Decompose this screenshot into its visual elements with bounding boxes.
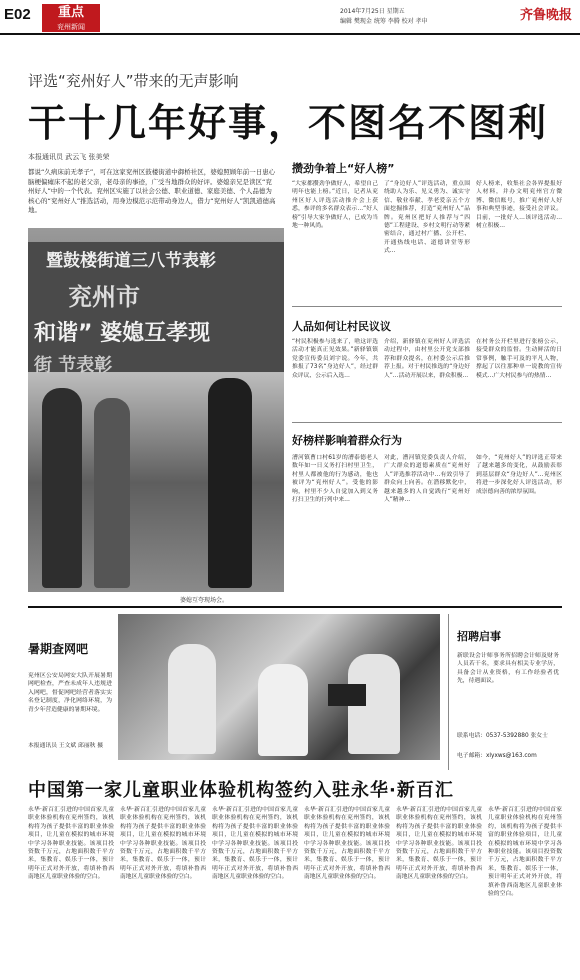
issue-date: 2014年7月25日 星期五 bbox=[340, 8, 405, 15]
story-lead: 都说“久病床前无孝子”，可在这家兖州区鼓楼街道中御桥社区，婆媳照顾年前一日患心脑梗偏瘫床不起的老父亲，老母亲的事迹，广受当地群众的好评。婆媳亲兄是读区“兖州好人”中的一个代表。兖州区实施了以社会公德、职业道德、家庭美德、个人品德为核心的“兖州好人”推选活动，用身边模范示范带动身边人，借力“兖州好人”凯凯道德高地。 bbox=[28, 168, 276, 214]
newspaper-masthead: 齐鲁晚报 bbox=[520, 8, 573, 23]
bottom-headline: 中国第一家儿童职业体验机构签约入驻永华·新百汇 bbox=[28, 780, 454, 801]
main-photo bbox=[28, 228, 284, 592]
article-column: “村民积极参与选来了，啥这评选活动才能真正见效果。”新驿镇镇党委宣传委员刘宇说。今年，共推报了73名“身边好人”，经过群众评议、公示后入选… bbox=[292, 339, 378, 379]
bottom-column: 永华·新百汇引进的中国首家儿童职业体验机构在兖州签约，该机构将为孩子提供丰富的职业体验项目，让儿童在模拟的城市环境中学习各种职业技能。该项目投资数千万元，占地面积数千平方米，集教育、娱乐于一体，预计明年正式对外开放，将填补鲁西南地区儿童职业体验的空白。 bbox=[120, 807, 206, 881]
person-figure bbox=[94, 398, 130, 588]
story-byline: 本报通讯员 武云飞 张美荣 bbox=[28, 153, 110, 161]
recruitment-email: 电子邮箱：xlyxws@163.com bbox=[457, 753, 537, 759]
person-figure bbox=[42, 388, 82, 588]
person-figure bbox=[208, 378, 252, 588]
photo-banner bbox=[28, 242, 284, 376]
bottom-column: 永华·新百汇引进的中国首家儿童职业体验机构在兖州签约，该机构将为孩子提供丰富的职业体验项目，让儿童在模拟的城市环境中学习各种职业技能。该项目投资数千万元，占地面积数千平方米，集教育、娱乐于一体，预计明年正式对外开放，将填补鲁西南地区儿童职业体验的空白。 bbox=[396, 807, 482, 881]
bottom-column: 永华·新百汇引进的中国首家儿童职业体验机构在兖州签约，该机构将为孩子提供丰富的职业体验项目，让儿童在模拟的城市环境中学习各种职业技能。该项目投资数千万元，占地面积数千平方米，集教育、娱乐于一体，预计明年正式对外开放，将填补鲁西南地区儿童职业体验的空白。 bbox=[28, 807, 114, 881]
section-title: 人品如何让村民议议 bbox=[292, 320, 391, 333]
banner-line-3: 和谐” 婆媳互孝现 bbox=[34, 321, 211, 346]
photo-caption: 婆媳互夸现场会。 bbox=[180, 597, 229, 604]
banner-line-4: 街 节表彰 bbox=[34, 355, 113, 376]
section-divider bbox=[292, 422, 562, 423]
section-divider bbox=[292, 306, 562, 307]
story-headline: 干十几年好事，不图名不图利 bbox=[28, 101, 549, 145]
recruitment-body: 新联设会计师事务所招聘会计师及财务人员若干名，要求具有相关专业学历，具备会计从业资格，有工作经验者优先，待遇面议。 bbox=[457, 653, 559, 685]
recruitment-box bbox=[448, 614, 563, 770]
section-tag: 重点 bbox=[42, 4, 100, 22]
bottom-column: 永华·新百汇引进的中国首家儿童职业体验机构在兖州签约，该机构将为孩子提供丰富的职业体验项目，让儿童在模拟的城市环境中学习各种职业技能。该项目投资数千万元，占地面积数千平方米，集教育、娱乐于一体，预计明年正式对外开放，将填补鲁西南地区儿童职业体验的空白。 bbox=[304, 807, 390, 881]
page-number: E02 bbox=[4, 6, 31, 23]
article-column: 好人榜来，收集社会各界提报好人材料，并办文明兖州官方微博、微信账号，推广兖州好人好事和典型事迹，接受社会评议。目前，一批好人…该评选活动…树立积极… bbox=[476, 181, 562, 230]
sidebar-body: 兖州区公安局网安大队开展暑期网吧检查，严查未成年人违规进入网吧，督促网吧经营者落实实名登记制度，净化网络环境，为青少年营造健康的暑期环境。 bbox=[28, 673, 112, 713]
article-column: 如今，“兖州好人”的评选正带来了越来越多的变化，从鼓励表彰到基层群众“身边好人”…兖州区将进一步深化好人评选活动，形成崇德向善的浓厚氛围。 bbox=[476, 455, 562, 495]
article-column: 对此，漕河镇党委负责人介绍，广大群众的道德素质在“兖州好人”评选推荐活动中…有效引导了群众向上向善。在潜移默化中，越来越多的人自觉践行“兖州好人”精神… bbox=[384, 455, 470, 504]
section-title: 攒劲争着上“好人榜” bbox=[292, 162, 395, 175]
recruitment-title: 招聘启事 bbox=[457, 630, 501, 643]
person-figure bbox=[168, 644, 216, 754]
computer-monitor bbox=[328, 684, 366, 706]
editor-credits: 编辑 樊现金 统筹 李腾 校对 孝申 bbox=[340, 18, 428, 25]
bottom-column: 永华·新百汇引进的中国首家儿童职业体验机构在兖州签约，该机构将为孩子提供丰富的职业体验项目，让儿童在模拟的城市环境中学习各种职业技能。该项目投资数千万元，占地面积数千平方米，集教育、娱乐于一体，预计明年正式对外开放，将填补鲁西南地区儿童职业体验的空白。 bbox=[488, 807, 562, 898]
bottom-column: 永华·新百汇引进的中国首家儿童职业体验机构在兖州签约，该机构将为孩子提供丰富的职业体验项目，让儿童在模拟的城市环境中学习各种职业技能。该项目投资数千万元，占地面积数千平方米，集教育、娱乐于一体，预计明年正式对外开放，将填补鲁西南地区儿童职业体验的空白。 bbox=[212, 807, 298, 881]
sidebar-byline: 本报通讯员 王文斌 邱丽秋 摄 bbox=[28, 743, 104, 749]
story-kicker: 评选“兖州好人”带来的无声影响 bbox=[28, 72, 239, 90]
person-figure bbox=[258, 664, 308, 756]
article-column: “大家都攒劲争做好人，希望自己明年也能上榜。”近日，记者从兖州区好人评选活动推介会上获悉，参评的多名群众表示…“好人榜”引导大家争做好人，已成为当地一种风尚。 bbox=[292, 181, 378, 230]
article-column: 了“身边好人”评选活动，重点围绕助人为乐、见义勇为、诚实守信、敬业奉献、孝老爱亲五个方面挖掘推荐，打造“兖州好人”品牌。兖州区把好人推荐与“四德”工程建设、乡村文明行动等紧密结合，通过村广播、公开栏、开通热线电话、道德讲堂等形式… bbox=[384, 181, 470, 255]
article-column: 漕河镇曹口村61岁的漕泰德老人数年如一日义务打扫村里卫生，村里人都被他的行为感动，他也被评为“兖州好人”。受他的影响，村里不少人自觉加入到义务打扫卫生的行列中来… bbox=[292, 455, 378, 504]
page-header bbox=[0, 0, 580, 34]
recruitment-contact: 联系电话：0537-5392880 张女士 bbox=[457, 733, 548, 739]
banner-line-2: 兖州市 bbox=[68, 283, 140, 311]
band-rule bbox=[28, 606, 562, 608]
section-title: 好榜样影响着群众行为 bbox=[292, 434, 402, 447]
subsection-tag: 兖州新闻 bbox=[42, 22, 100, 32]
banner-line-1: 暨鼓楼街道三八节表彰 bbox=[46, 251, 216, 271]
sidebar-title: 暑期查网吧 bbox=[28, 642, 89, 656]
article-column: 介绍，新驿镇在兖州好人评选活动过程中，由村里公开党支部推荐和群众提名，在村委公示后推荐上报。对于村民推选的“身边好人”…活动开展以来，群众积极… bbox=[384, 339, 470, 379]
police-photo bbox=[118, 614, 440, 760]
header-rule bbox=[0, 33, 580, 35]
article-column: 在村务公开栏里进行张榜公示，接受群众的监督。生动鲜活的日常事例，触手可及的平凡人物，撑起了以往那种单一说教的宣传模式…广大村民参与的热情… bbox=[476, 339, 562, 379]
